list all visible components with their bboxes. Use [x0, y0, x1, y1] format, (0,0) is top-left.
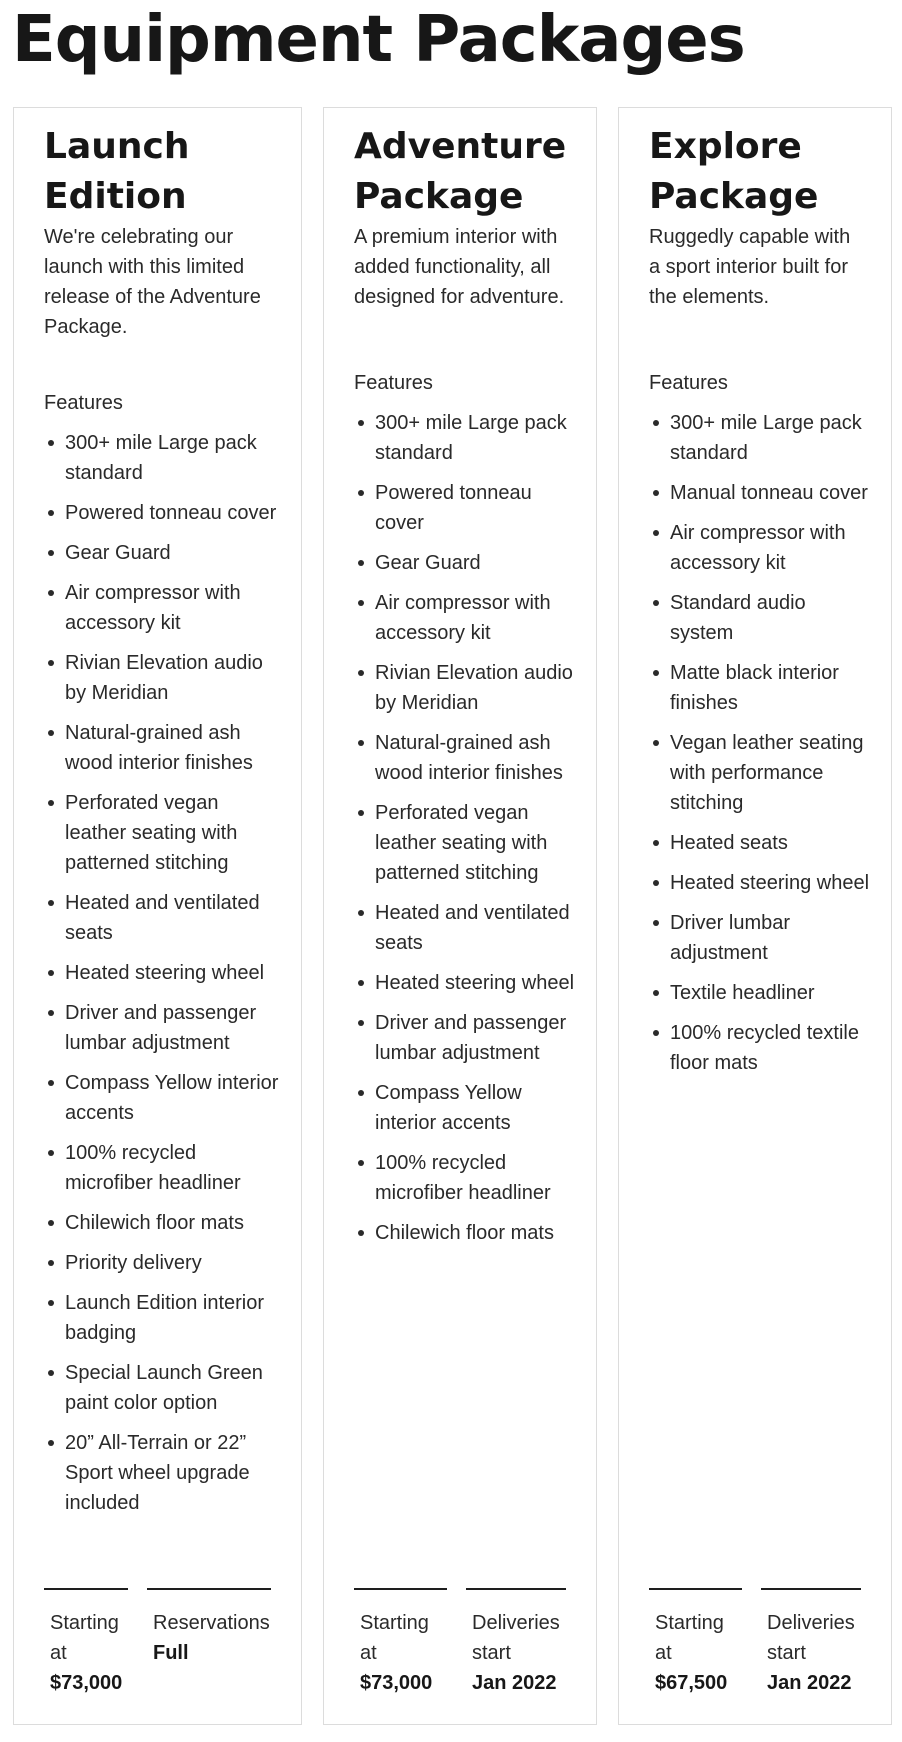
bullet-icon [653, 600, 659, 606]
package-card-launch-edition [13, 107, 302, 1725]
feature-text: Heated steering wheel [65, 962, 265, 984]
feature-item [44, 578, 281, 638]
feature-item [354, 548, 576, 578]
feature-list [44, 428, 281, 1528]
feature-text: Launch Edition interior badging [65, 1292, 265, 1344]
price-label: Starting at [655, 1612, 724, 1664]
bullet-icon [653, 990, 659, 996]
bullet-icon [653, 530, 659, 536]
features-label: Features [354, 372, 433, 394]
bullet-icon [358, 1090, 364, 1096]
feature-text: 300+ mile Large pack standard [670, 412, 862, 464]
feature-item [44, 1248, 281, 1278]
feature-text: Heated steering wheel [375, 972, 575, 994]
reservations-label: Reservations [153, 1612, 270, 1634]
feature-text: Rivian Elevation audio by Meridian [65, 652, 263, 704]
feature-item [649, 868, 871, 898]
feature-text: Compass Yellow interior accents [65, 1072, 279, 1124]
deliveries-value: Jan 2022 [767, 1672, 852, 1694]
feature-item [354, 1218, 576, 1248]
feature-text: Special Launch Green paint color option [65, 1362, 263, 1414]
bullet-icon [358, 1160, 364, 1166]
feature-item [649, 588, 871, 648]
feature-text: 100% recycled microfiber headliner [65, 1142, 241, 1194]
feature-text: 300+ mile Large pack standard [65, 432, 257, 484]
bullet-icon [358, 1020, 364, 1026]
feature-text: Air compressor with accessory kit [670, 522, 846, 574]
bullet-icon [653, 920, 659, 926]
bullet-icon [48, 1260, 54, 1266]
feature-item [44, 958, 281, 988]
feature-text: Vegan leather seating with performance stitching [670, 732, 864, 814]
price-value: $73,000 [360, 1672, 433, 1694]
bullet-icon [358, 810, 364, 816]
deliveries-label: Deliveries start [767, 1612, 855, 1664]
deliveries-value: Jan 2022 [472, 1672, 557, 1694]
price-value: $73,000 [50, 1672, 123, 1694]
feature-text: Natural-grained ash wood interior finishes [375, 732, 563, 784]
package-description: A premium interior with added functionality, all designed for adventure. [354, 226, 565, 308]
feature-list [649, 408, 871, 1088]
feature-text: Air compressor with accessory kit [65, 582, 241, 634]
features-label: Features [44, 392, 123, 414]
feature-item [354, 968, 576, 998]
feature-item [354, 478, 576, 538]
bullet-icon [653, 670, 659, 676]
feature-item [44, 1138, 281, 1198]
feature-item [44, 428, 281, 488]
bullet-icon [48, 510, 54, 516]
feature-item [44, 788, 281, 878]
card-header [649, 122, 861, 312]
bullet-icon [48, 590, 54, 596]
feature-text: Powered tonneau cover [375, 482, 532, 534]
bullet-icon [653, 490, 659, 496]
card-header [354, 122, 566, 312]
bullet-icon [358, 1230, 364, 1236]
feature-item [354, 798, 576, 888]
feature-item [354, 898, 576, 958]
bullet-icon [653, 740, 659, 746]
feature-text: Textile headliner [670, 982, 815, 1004]
feature-text: Heated and ventilated seats [65, 892, 260, 944]
feature-text: Perforated vegan leather seating with patterned stitching [375, 802, 548, 884]
card-header [44, 122, 277, 342]
deliveries-label: Deliveries start [472, 1612, 560, 1664]
bullet-icon [48, 440, 54, 446]
package-name: Adventure Package [354, 126, 567, 217]
feature-item [44, 538, 281, 568]
bullet-icon [48, 550, 54, 556]
feature-item [44, 888, 281, 948]
feature-text: Matte black interior finishes [670, 662, 839, 714]
bullet-icon [358, 420, 364, 426]
feature-text: Powered tonneau cover [65, 502, 277, 524]
feature-item [649, 478, 871, 508]
feature-item [44, 998, 281, 1058]
feature-item [44, 1428, 281, 1518]
feature-item [44, 718, 281, 778]
feature-item [354, 408, 576, 468]
feature-item [354, 1078, 576, 1138]
feature-text: Standard audio system [670, 592, 806, 644]
bullet-icon [48, 1220, 54, 1226]
bullet-icon [653, 420, 659, 426]
package-name: Launch Edition [44, 126, 190, 217]
feature-text: Manual tonneau cover [670, 482, 868, 504]
feature-item [649, 518, 871, 578]
bullet-icon [48, 1440, 54, 1446]
feature-item [354, 658, 576, 718]
bullet-icon [48, 1080, 54, 1086]
feature-item [354, 588, 576, 648]
deliveries-stat [761, 1588, 861, 1698]
package-card-explore-package [618, 107, 892, 1725]
feature-text: Driver and passenger lumbar adjustment [65, 1002, 257, 1054]
package-name: Explore Package [649, 126, 819, 217]
feature-text: 100% recycled textile floor mats [670, 1022, 859, 1074]
feature-item [649, 658, 871, 718]
feature-item [44, 1068, 281, 1128]
page-title: Equipment Packages [12, 3, 745, 77]
reservations-stat [147, 1588, 271, 1668]
bullet-icon [358, 600, 364, 606]
feature-text: Perforated vegan leather seating with patterned stitching [65, 792, 238, 874]
feature-text: Driver and passenger lumbar adjustment [375, 1012, 567, 1064]
feature-item [649, 978, 871, 1008]
feature-item [354, 728, 576, 788]
feature-text: Natural-grained ash wood interior finishes [65, 722, 253, 774]
feature-text: Compass Yellow interior accents [375, 1082, 522, 1134]
features-label: Features [649, 372, 728, 394]
package-card-adventure-package [323, 107, 597, 1725]
bullet-icon [48, 970, 54, 976]
feature-text: Chilewich floor mats [65, 1212, 244, 1234]
bullet-icon [48, 730, 54, 736]
feature-text: Chilewich floor mats [375, 1222, 554, 1244]
feature-item [44, 1288, 281, 1348]
price-label: Starting at [50, 1612, 119, 1664]
feature-item [44, 1208, 281, 1238]
feature-text: Driver lumbar adjustment [670, 912, 791, 964]
feature-text: Gear Guard [65, 542, 171, 564]
bullet-icon [653, 880, 659, 886]
bullet-icon [48, 900, 54, 906]
bullet-icon [653, 840, 659, 846]
deliveries-stat [466, 1588, 566, 1698]
feature-text: Heated seats [670, 832, 788, 854]
bullet-icon [48, 1300, 54, 1306]
bullet-icon [48, 1370, 54, 1376]
price-label: Starting at [360, 1612, 429, 1664]
feature-item [44, 1358, 281, 1418]
package-description: Ruggedly capable with a sport interior built for the elements. [649, 226, 851, 308]
bullet-icon [358, 980, 364, 986]
feature-text: Rivian Elevation audio by Meridian [375, 662, 573, 714]
price-stat [44, 1588, 128, 1698]
price-stat [354, 1588, 447, 1698]
bullet-icon [48, 1150, 54, 1156]
package-description: We're celebrating our launch with this limited release of the Adventure Package. [44, 226, 261, 338]
feature-item [44, 648, 281, 708]
feature-list [354, 408, 576, 1258]
feature-text: 300+ mile Large pack standard [375, 412, 567, 464]
bullet-icon [358, 910, 364, 916]
bullet-icon [358, 670, 364, 676]
bullet-icon [358, 560, 364, 566]
feature-item [354, 1148, 576, 1208]
feature-item [649, 728, 871, 818]
feature-item [44, 498, 281, 528]
feature-item [649, 408, 871, 468]
bullet-icon [48, 1010, 54, 1016]
feature-text: Gear Guard [375, 552, 481, 574]
feature-item [649, 828, 871, 858]
reservations-value: Full [153, 1642, 189, 1664]
feature-item [649, 908, 871, 968]
price-stat [649, 1588, 742, 1698]
feature-text: 100% recycled microfiber headliner [375, 1152, 551, 1204]
feature-item [649, 1018, 871, 1078]
feature-text: Air compressor with accessory kit [375, 592, 551, 644]
bullet-icon [358, 740, 364, 746]
feature-text: 20” All-Terrain or 22” Sport wheel upgrade included [65, 1432, 250, 1514]
feature-text: Heated and ventilated seats [375, 902, 570, 954]
bullet-icon [653, 1030, 659, 1036]
bullet-icon [48, 660, 54, 666]
feature-item [354, 1008, 576, 1068]
feature-text: Heated steering wheel [670, 872, 870, 894]
bullet-icon [48, 800, 54, 806]
feature-text: Priority delivery [65, 1252, 202, 1274]
bullet-icon [358, 490, 364, 496]
price-value: $67,500 [655, 1672, 728, 1694]
